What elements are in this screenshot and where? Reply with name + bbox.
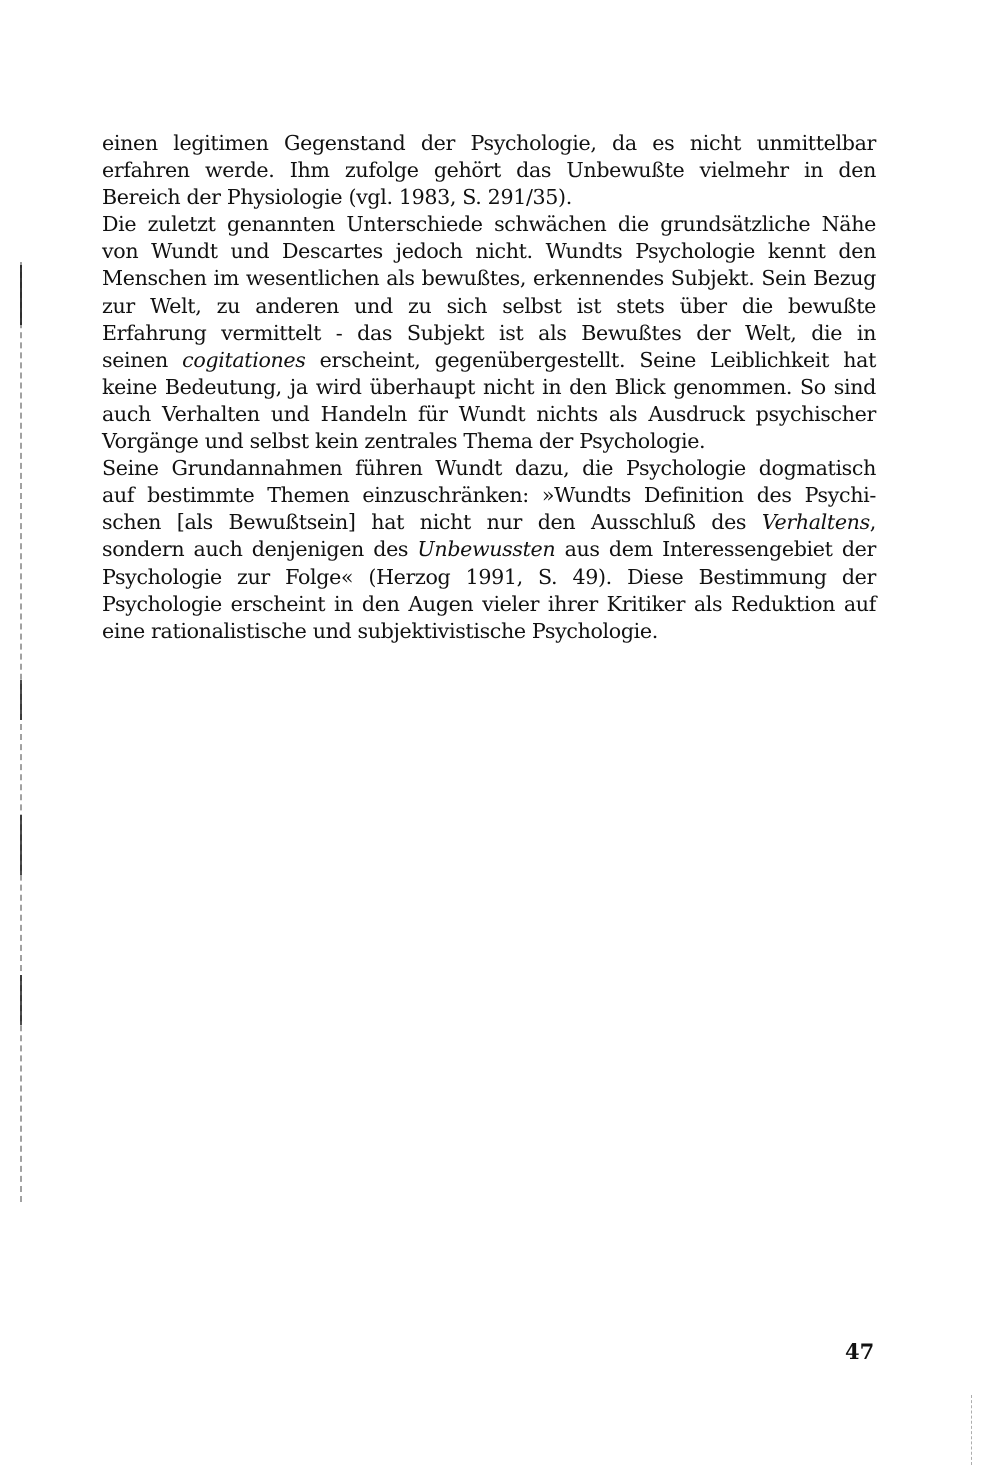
text-line: von Wundt und Descartes jedoch nicht. Wundts Psychologie kennt den xyxy=(102,239,876,264)
scan-edge-mark xyxy=(20,265,22,325)
scan-edge-mark xyxy=(20,680,22,720)
text-line: zur Welt, zu anderen und zu sich selbst ist stets über die bewußte xyxy=(102,293,876,318)
scan-edge-mark xyxy=(20,975,22,1025)
body-text xyxy=(102,130,876,645)
page-number: 47 xyxy=(845,1339,875,1364)
italic-term: Verhaltens xyxy=(761,510,870,535)
text-line: einen legitimen Gegenstand der Psychologie, da es nicht unmittelbar xyxy=(102,131,876,155)
text-line: Erfahrung vermittelt - das Subjekt ist als Bewußtes der Welt, die in xyxy=(102,320,876,345)
scan-edge-left xyxy=(20,262,22,1202)
text-line: Seine Grundannahmen führen Wundt dazu, die Psychologie dogmatisch xyxy=(102,456,876,481)
text-line: erfahren werde. Ihm zufolge gehört das Unbewußte vielmehr in den xyxy=(102,158,876,183)
text-line: Die zuletzt genannten Unterschiede schwächen die grundsätzliche Nähe xyxy=(102,212,876,237)
italic-term: Unbewussten xyxy=(417,537,556,562)
scan-edge-mark xyxy=(20,815,22,875)
text-line: Vorgänge und selbst kein zentrales Thema der Psychologie. xyxy=(102,429,706,454)
text-line: Psychologie erscheint in den Augen vieler ihrer Kritiker als Reduktion auf xyxy=(102,591,876,616)
italic-term: cogitationes xyxy=(182,347,306,372)
text-line: Psychologie zur Folge« (Herzog 1991, S. 49). Diese Bestimmung der xyxy=(102,564,876,589)
text-line: Bereich der Physiologie (vgl. 1983, S. 291/35). xyxy=(102,185,572,210)
text-line: schen [als Bewußtsein] hat nicht nur den Ausschluß des Verhaltens, xyxy=(102,510,876,535)
text-line: seinen cogitationes erscheint, gegenübergestellt. Seine Leiblichkeit hat xyxy=(102,347,876,372)
scan-edge-bottom-right xyxy=(971,1395,972,1465)
text-line: keine Bedeutung, ja wird überhaupt nicht in den Blick genommen. So sind xyxy=(102,374,876,399)
text-line: Menschen im wesentlichen als bewußtes, erkennendes Subjekt. Sein Bezug xyxy=(102,266,876,291)
text-line: auf bestimmte Themen einzuschränken: »Wundts Definition des Psychi- xyxy=(102,483,876,508)
text-line: eine rationalistische und subjektivistische Psychologie. xyxy=(102,618,658,643)
text-line: auch Verhalten und Handeln für Wundt nichts als Ausdruck psychischer xyxy=(102,401,876,426)
text-line: sondern auch denjenigen des Unbewussten aus dem Interessengebiet der xyxy=(102,537,876,562)
